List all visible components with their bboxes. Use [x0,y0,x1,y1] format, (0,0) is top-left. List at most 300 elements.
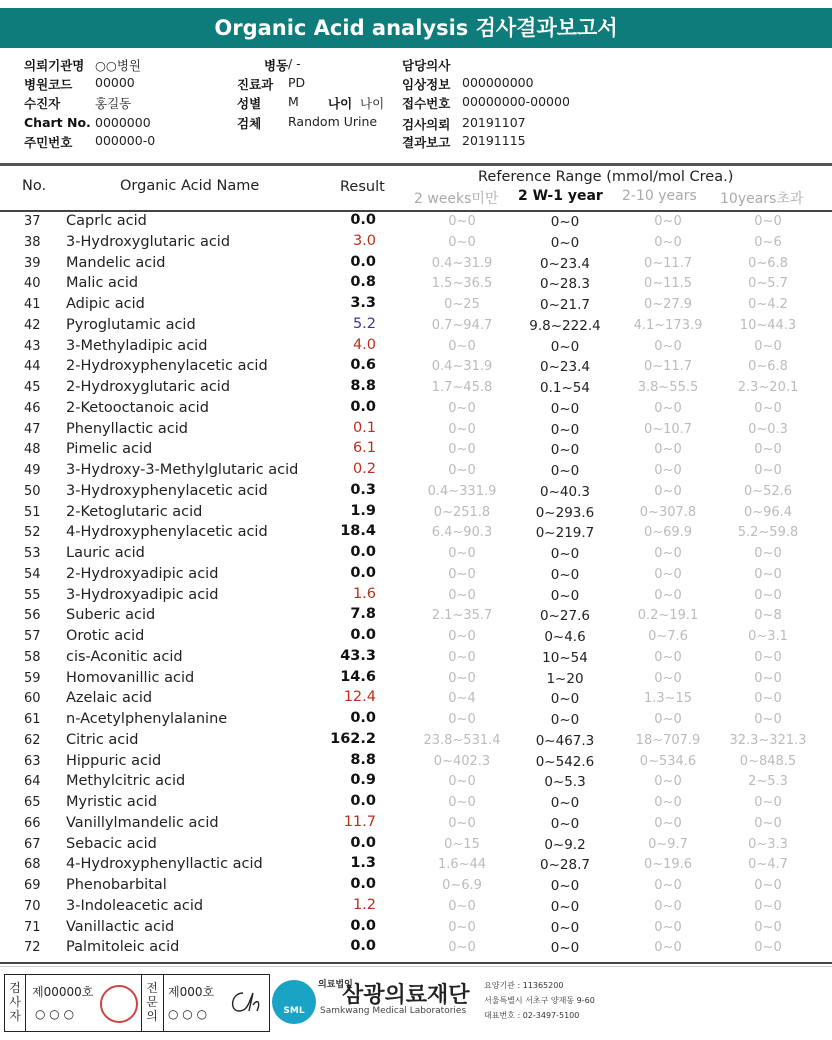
ward-label: 병동 [264,58,289,73]
table-row [0,461,832,482]
acid-name: Caprlc acid [66,213,147,229]
result-value: 8.8 [350,378,376,394]
ref-range-2w-1y: 0~0 [550,878,580,894]
signature-box-divider [25,975,26,1031]
ref-range-under-2w: 0~0 [448,442,476,458]
ref-range-over-10y: 0~6 [754,234,782,250]
result-value: 6.1 [352,440,376,457]
result-value: 0.0 [350,793,376,809]
result-value: 1.6 [352,585,376,602]
ref-range-under-2w: 0~402.3 [433,753,491,769]
ref-range-over-10y: 0~0 [754,878,782,893]
signature-box-divider [141,975,142,1031]
ref-range-under-2w: 0~251.8 [433,504,491,520]
ref-range-2-10y: 0~0 [654,483,682,499]
ref-range-2-10y: 0~0 [654,442,682,458]
result-value: 5.2 [352,315,376,332]
row-number: 48 [24,442,41,458]
chart-no-label: Chart No. [24,115,91,130]
row-number: 38 [24,234,41,250]
ref-range-2w-1y: 0~23.4 [540,255,590,272]
result-value: 0.0 [350,917,376,934]
ref-col-4: 10years초과 [720,191,804,207]
table-row [0,731,832,752]
ref-range-2w-1y: 0~542.6 [535,753,595,770]
institution-label: 의뢰기관명 [24,58,85,73]
row-number: 67 [24,836,41,852]
ref-range-2-10y: 0~27.9 [643,297,693,312]
row-number: 55 [24,587,41,603]
ref-range-over-10y: 0~3.1 [748,629,788,644]
receipt-label: 접수번호 [402,96,451,111]
row-number: 71 [24,919,41,935]
table-row [0,357,832,378]
table-row [0,772,832,793]
doctor-label: 담당의사 [402,58,451,73]
table-row [0,274,832,295]
acid-name: Vanillylmandelic acid [66,814,219,831]
logo-text: SML [283,1006,305,1016]
ref-range-over-10y: 0~52.6 [743,483,793,499]
row-number: 72 [24,940,41,956]
ref-range-under-2w: 0.4~31.9 [431,255,493,271]
ref-range-2w-1y: 10~54 [542,649,588,666]
ref-range-2-10y: 0~69.9 [643,525,693,541]
row-number: 60 [24,691,41,707]
ref-range-under-2w: 0~0 [448,940,476,956]
ref-range-under-2w: 0~0 [448,587,476,603]
result-value: 1.3 [350,855,376,872]
table-row [0,835,832,856]
table-row [0,482,832,503]
acid-name: Suberic acid [66,607,156,624]
ref-range-2w-1y: 0~0 [550,815,580,832]
ref-range-over-10y: 0~0 [754,795,782,810]
table-row [0,523,832,544]
table-row [0,710,832,731]
row-number: 46 [24,400,41,416]
ref-range-under-2w: 0~0 [448,815,476,831]
ref-range-under-2w: 1.5~36.5 [431,276,493,292]
ref-range-2-10y: 0~0 [654,898,682,914]
ref-range-2w-1y: 9.8~222.4 [529,317,601,334]
table-header [0,166,832,210]
ref-range-2w-1y: 0~0 [550,940,580,957]
ref-range-2w-1y: 0~0 [550,442,580,459]
id-no-label: 주민번호 [24,135,73,150]
ref-range-under-2w: 0~0 [448,338,476,354]
result-value: 0.0 [350,544,376,560]
ref-range-2w-1y: 0~0 [550,712,580,728]
institution-value: ○○병원 [95,58,141,73]
ref-range-under-2w: 0~6.9 [442,878,482,893]
row-number: 56 [24,608,41,624]
ref-range-2w-1y: 1~20 [546,670,584,687]
result-value: 14.6 [340,668,376,685]
org-line-1: 요양기관 : 11365200 [484,981,564,990]
result-value: 0.9 [350,772,376,789]
ref-range-2w-1y: 0~0 [550,234,580,251]
hospital-code-value: 00000 [95,75,135,90]
specialist-number: 제000호 [168,985,215,999]
col-result-header: Result [340,179,385,195]
result-value: 0.2 [352,461,376,477]
examiner-number: 제00000호 [32,985,94,999]
ref-range-over-10y: 0~3.3 [748,836,788,852]
ref-range-over-10y: 0~848.5 [739,753,797,769]
result-value: 0.0 [350,876,376,892]
ref-range-over-10y: 0~0.3 [748,421,788,437]
ref-range-2w-1y: 0~0 [550,421,580,438]
table-row [0,938,832,959]
report-title-bar [0,8,832,48]
acid-name: 3-Hydroxyadipic acid [66,586,219,603]
acid-name: 2-Hydroxyglutaric acid [66,379,231,395]
ref-range-2-10y: 0~0 [654,400,682,416]
org-line-3: 대표번호 : 02-3497-5100 [484,1011,580,1020]
signature-box-divider [163,975,164,1031]
ref-range-2-10y: 1.3~15 [643,691,693,707]
ref-range-under-2w: 0~0 [448,649,476,665]
ref-range-under-2w: 0.7~94.7 [431,317,493,333]
ref-range-over-10y: 0~0 [754,898,782,914]
ref-range-under-2w: 0~0 [448,670,476,686]
result-value: 1.9 [350,502,376,519]
table-row [0,378,832,399]
acid-name: Azelaic acid [66,690,153,707]
result-value: 0.0 [350,627,376,643]
ref-range-2w-1y: 0~293.6 [535,504,595,521]
row-number: 70 [24,898,41,914]
ref-range-over-10y: 0~8 [754,608,782,624]
table-row [0,669,832,690]
ref-range-over-10y: 0~5.7 [748,276,788,292]
ref-range-under-2w: 0.4~331.9 [427,483,497,499]
table-row [0,440,832,461]
row-number: 65 [24,795,41,810]
reported-label: 결과보고 [402,135,451,150]
ref-range-under-2w: 1.6~44 [437,857,487,873]
table-row [0,254,832,275]
table-row [0,503,832,524]
ref-range-over-10y: 32.3~321.3 [729,732,807,748]
row-number: 57 [24,629,41,644]
age-value: 나이 [360,96,385,111]
ref-range-2w-1y: 0~0 [550,338,580,355]
acid-name: Citric acid [66,731,139,748]
ref-range-over-10y: 0~0 [754,214,782,229]
ref-range-2w-1y: 0~0 [550,463,580,479]
org-tag: 의료법인 [318,980,353,990]
acid-name: 3-Hydroxyglutaric acid [66,233,231,250]
table-row [0,544,832,565]
ref-range-over-10y: 0~0 [754,338,782,354]
ref-range-over-10y: 0~6.8 [748,359,788,375]
acid-name: Phenyllactic acid [66,420,188,437]
result-value: 0.6 [350,357,376,374]
acid-name: Hippuric acid [66,752,162,769]
patient-info-block [0,56,832,152]
table-row [0,793,832,814]
ref-col-1: 2 weeks미만 [414,191,499,207]
result-value: 4.0 [352,336,376,353]
ref-range-over-10y: 0~0 [754,919,782,935]
seal-icon [100,985,138,1023]
ref-range-2-10y: 0~0 [654,815,682,831]
result-value: 0.3 [350,481,376,498]
ref-range-over-10y: 0~0 [754,442,782,458]
ref-range-over-10y: 0~0 [754,587,782,603]
acid-name: Myristic acid [66,794,158,810]
ref-range-under-2w: 2.1~35.7 [431,608,493,624]
examiner-label: 검사자 [9,981,21,1023]
table-row [0,420,832,441]
ref-range-over-10y: 10~44.3 [739,317,797,333]
row-number: 62 [24,732,41,748]
ref-range-over-10y: 5.2~59.8 [737,525,799,541]
table-row [0,399,832,420]
ref-range-2-10y: 0~0 [654,463,682,478]
ref-range-2-10y: 0~307.8 [639,504,697,520]
ref-range-over-10y: 0~0 [754,649,782,665]
ref-range-2w-1y: 0~0 [550,400,580,417]
ref-range-under-2w: 0~0 [448,400,476,416]
ref-range-2w-1y: 0~467.3 [535,732,595,749]
table-row [0,689,832,710]
table-row [0,752,832,773]
result-value: 0.0 [350,212,376,228]
row-number: 58 [24,649,41,665]
ref-range-2w-1y: 0~28.3 [540,276,590,293]
result-value: 162.2 [330,730,376,747]
table-row [0,897,832,918]
row-number: 47 [24,421,41,437]
ref-range-2w-1y: 0~9.2 [544,836,586,853]
result-value: 0.0 [350,834,376,851]
acid-name: 2-Ketoglutaric acid [66,503,203,520]
result-value: 0.0 [350,938,376,955]
signature-box [4,974,270,1032]
row-number: 44 [24,359,41,375]
ref-range-under-2w: 0.4~31.9 [431,359,493,375]
ref-col-3: 2-10 years [622,188,697,204]
result-value: 0.8 [350,274,376,291]
acid-name: 3-Methyladipic acid [66,337,208,354]
specialist-label: 전문의 [146,981,158,1023]
acid-name: Adipic acid [66,296,145,312]
row-number: 66 [24,815,41,831]
ref-range-2-10y: 0~0 [654,214,682,229]
table-row [0,295,832,316]
acid-name: Vanillactic acid [66,918,175,935]
result-value: 7.8 [350,606,376,623]
ref-range-2-10y: 0~11.7 [643,255,693,271]
clinical-info-label: 임상정보 [402,77,451,92]
result-value: 12.4 [343,689,376,706]
ref-range-over-10y: 0~96.4 [743,504,793,520]
result-value: 0.0 [350,710,376,726]
ref-range-2w-1y: 0~0 [550,795,580,811]
patient-label: 수진자 [24,96,61,111]
acid-name: n-Acetylphenylalanine [66,711,228,727]
row-number: 50 [24,483,41,499]
ref-range-2-10y: 0~0 [654,712,682,727]
acid-name: Methylcitric acid [66,773,186,790]
row-number: 63 [24,753,41,769]
ref-range-under-2w: 23.8~531.4 [423,732,501,748]
footer-divider [0,962,832,964]
ref-range-2w-1y: 0~0 [550,587,580,604]
ref-range-2-10y: 3.8~55.5 [637,380,699,395]
col-name-header: Organic Acid Name [120,178,260,194]
ref-range-2w-1y: 0.1~54 [540,380,590,396]
ref-range-under-2w: 0~15 [444,836,480,852]
ref-range-2-10y: 0.2~19.1 [637,608,699,624]
acid-name: Palmitoleic acid [66,939,180,956]
table-row [0,212,832,233]
ref-range-under-2w: 0~0 [448,566,476,582]
acid-name: 2-Ketooctanoic acid [66,399,209,416]
ref-range-over-10y: 0~0 [754,546,782,561]
ref-range-under-2w: 0~0 [448,463,476,478]
ref-range-2-10y: 0~0 [654,587,682,603]
ref-range-2-10y: 18~707.9 [635,732,701,748]
row-number: 45 [24,380,41,395]
receipt-value: 00000000-00000 [462,94,570,109]
ref-range-under-2w: 0~0 [448,898,476,914]
table-row [0,876,832,897]
reported-value: 20191115 [462,133,526,148]
row-number: 37 [24,214,41,229]
row-number: 68 [24,857,41,873]
requested-value: 20191107 [462,115,526,130]
result-value: 11.7 [343,813,376,830]
table-row [0,606,832,627]
ref-range-2w-1y: 0~5.3 [544,774,586,791]
age-label: 나이 [328,96,353,111]
ref-range-2-10y: 0~19.6 [643,857,693,873]
col-no-header: No. [22,178,47,194]
specimen-value: Random Urine [288,114,378,129]
result-value: 0.0 [350,564,376,581]
row-number: 49 [24,463,41,478]
table-row [0,586,832,607]
table-row [0,648,832,669]
ref-range-over-10y: 0~0 [754,463,782,478]
reference-range-title: Reference Range (mmol/mol Crea.) [478,169,734,185]
ref-range-under-2w: 0~0 [448,712,476,727]
ref-range-2w-1y: 0~4.6 [544,629,586,645]
table-row [0,814,832,835]
acid-name: Lauric acid [66,545,145,561]
ref-range-2w-1y: 0~0 [550,919,580,936]
table-row [0,337,832,358]
ref-range-2-10y: 0~9.7 [648,836,688,852]
ref-range-2w-1y: 0~0 [550,566,580,583]
patient-value: 홍길동 [95,96,132,111]
ref-range-under-2w: 1.7~45.8 [431,380,493,395]
ref-range-2w-1y: 0~0 [550,546,580,562]
sml-logo-icon [272,980,316,1024]
table-row [0,316,832,337]
result-value: 0.1 [352,419,376,436]
ref-range-over-10y: 0~0 [754,691,782,707]
ref-range-2w-1y: 0~27.6 [540,608,590,625]
specialist-name: ○ ○ ○ [168,1007,208,1021]
ref-range-2-10y: 0~11.5 [643,276,693,292]
footer-divider-thin [0,966,832,967]
ref-range-2-10y: 0~0 [654,878,682,893]
ref-range-under-2w: 0~0 [448,919,476,935]
result-value: 43.3 [340,647,376,664]
row-number: 54 [24,566,41,582]
org-name: 삼광의료재단 [342,983,470,1008]
ref-range-2w-1y: 0~0 [550,691,580,708]
acid-name: Malic acid [66,275,139,292]
ref-range-over-10y: 0~0 [754,670,782,686]
row-number: 41 [24,297,41,312]
requested-label: 검사의뢰 [402,117,451,132]
ref-range-2w-1y: 0~219.7 [535,525,595,542]
ref-range-over-10y: 0~6.8 [748,255,788,271]
table-row [0,627,832,648]
acid-name: Mandelic acid [66,254,166,271]
ref-range-under-2w: 0~0 [448,421,476,437]
acid-name: 4-Hydroxyphenylacetic acid [66,524,268,541]
ref-range-2-10y: 0~534.6 [639,753,697,769]
id-no-value: 000000-0 [95,133,156,148]
acid-name: 3-Indoleacetic acid [66,897,204,914]
row-number: 40 [24,276,41,292]
ref-range-under-2w: 0~0 [448,774,476,790]
ref-range-under-2w: 0~0 [448,629,476,644]
ref-range-2-10y: 0~0 [654,940,682,956]
org-line-2: 서울특별시 서초구 양재동 9-60 [484,996,595,1005]
sex-label: 성별 [237,96,262,111]
result-value: 18.4 [340,523,376,540]
table-row [0,918,832,939]
row-number: 52 [24,525,41,541]
clinical-info-value: 000000000 [462,75,534,90]
row-number: 43 [24,338,41,354]
result-value: 1.2 [352,896,376,913]
report-title: Organic Acid analysis 검사결과보고서 [214,16,618,40]
specimen-label: 검체 [237,116,262,131]
acid-name: Phenobarbital [66,877,167,893]
ref-range-2-10y: 0~11.7 [643,359,693,375]
signature-mark-icon [227,989,265,1017]
row-number: 39 [24,255,41,271]
ref-range-under-2w: 0~25 [444,297,480,312]
examiner-name: ○ ○ ○ [35,1007,75,1021]
ref-range-2-10y: 0~0 [654,795,682,810]
ref-range-2-10y: 0~7.6 [648,629,688,644]
ref-range-2-10y: 0~0 [654,566,682,582]
ref-range-over-10y: 0~0 [754,815,782,831]
ref-range-under-2w: 0~0 [448,214,476,229]
row-number: 61 [24,712,41,727]
ref-range-over-10y: 2.3~20.1 [737,380,799,395]
chart-no-value: 0000000 [95,115,151,130]
ref-range-2-10y: 4.1~173.9 [633,317,703,333]
acid-name: Pimelic acid [66,441,153,458]
result-value: 0.0 [350,398,376,415]
ref-range-2-10y: 0~0 [654,546,682,561]
row-number: 59 [24,670,41,686]
row-number: 64 [24,774,41,790]
ref-range-2-10y: 0~0 [654,774,682,790]
ref-range-under-2w: 0~0 [448,546,476,561]
